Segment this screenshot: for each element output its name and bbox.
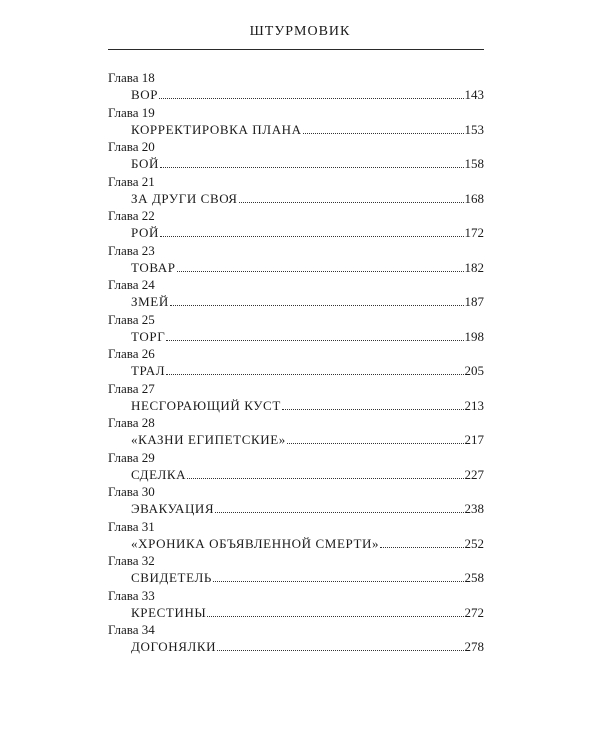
chapter-title: СВИДЕТЕЛЬ <box>131 570 212 585</box>
chapter-title: ЗА ДРУГИ СВОЯ <box>131 190 238 206</box>
page-number: 143 <box>464 87 484 102</box>
chapter-label: Глава 28 <box>108 415 155 430</box>
chapter-title-line <box>131 500 484 517</box>
chapter-label: Глава 26 <box>108 346 155 361</box>
chapter-title-line <box>131 535 484 552</box>
toc-entry <box>108 485 484 520</box>
page-number: 272 <box>464 604 484 620</box>
dot-leader <box>166 339 463 341</box>
chapter-title-line <box>131 466 484 483</box>
dot-leader <box>215 511 463 513</box>
toc-entry <box>108 140 484 175</box>
header-rule <box>108 49 484 50</box>
chapter-label: Глава 22 <box>108 208 155 223</box>
chapter-title: БОЙ <box>131 156 159 171</box>
dot-leader <box>303 132 464 134</box>
chapter-title-line <box>131 431 484 448</box>
chapter-label: Глава 19 <box>108 104 155 120</box>
dot-leader <box>160 235 464 237</box>
dot-leader <box>213 580 464 582</box>
page-number: 238 <box>464 501 484 516</box>
toc-entry <box>108 209 484 244</box>
toc-entry <box>108 554 484 589</box>
dot-leader <box>207 615 463 617</box>
page-number: 187 <box>464 294 484 309</box>
chapter-title: КРЕСТИНЫ <box>131 604 207 620</box>
dot-leader <box>239 201 464 203</box>
page-number: 217 <box>464 432 484 447</box>
chapter-label: Глава 24 <box>108 277 155 292</box>
chapter-title-line <box>131 155 484 172</box>
dot-leader <box>170 304 464 306</box>
chapter-title: ВОР <box>131 87 159 102</box>
toc-entry <box>108 244 484 279</box>
chapter-title: ДОГОНЯЛКИ <box>131 639 217 654</box>
toc-entry <box>108 278 484 313</box>
chapter-title: КОРРЕКТИРОВКА ПЛАНА <box>131 121 302 137</box>
chapter-label: Глава 31 <box>108 518 155 534</box>
chapter-title-line <box>131 224 484 241</box>
chapter-title-line <box>131 86 484 103</box>
page-number: 172 <box>464 225 484 240</box>
chapter-label: Глава 33 <box>108 587 155 603</box>
dot-leader <box>160 166 464 168</box>
toc-entry <box>108 71 484 106</box>
chapter-title: ТОРГ <box>131 328 166 344</box>
page-number: 205 <box>464 363 484 378</box>
chapter-title: «ХРОНИКА ОБЪЯВЛЕННОЙ СМЕРТИ» <box>131 535 380 551</box>
chapter-title-line <box>131 569 484 586</box>
chapter-title: ТРАЛ <box>131 363 166 378</box>
chapter-title-line <box>131 638 484 655</box>
chapter-title: НЕСГОРАЮЩИЙ КУСТ <box>131 397 281 413</box>
chapter-title: ТОВАР <box>131 259 176 275</box>
chapter-title-line <box>131 604 484 621</box>
dot-leader <box>166 373 463 375</box>
toc-entry <box>108 451 484 486</box>
toc-entry <box>108 347 484 382</box>
chapter-label: Глава 27 <box>108 380 155 396</box>
dot-leader <box>380 546 463 548</box>
page-number: 198 <box>464 328 484 344</box>
chapter-label: Глава 25 <box>108 311 155 327</box>
dot-leader <box>217 649 463 651</box>
chapter-label: Глава 21 <box>108 173 155 189</box>
page-number: 278 <box>464 639 484 654</box>
chapter-label: Глава 30 <box>108 484 155 499</box>
chapter-label: Глава 23 <box>108 242 155 258</box>
chapter-title-line <box>131 328 484 345</box>
page-number: 213 <box>464 397 484 413</box>
toc-entry <box>108 175 484 210</box>
chapter-title-line <box>131 190 484 207</box>
chapter-label: Глава 20 <box>108 139 155 154</box>
toc-entry <box>108 313 484 348</box>
chapter-title: ЗМЕЙ <box>131 294 169 309</box>
chapter-title: РОЙ <box>131 225 159 240</box>
toc-entry <box>108 416 484 451</box>
dot-leader <box>159 97 463 99</box>
table-of-contents <box>108 71 484 658</box>
page-number: 168 <box>464 190 484 206</box>
chapter-title: ЭВАКУАЦИЯ <box>131 501 215 516</box>
toc-entry <box>108 623 484 658</box>
dot-leader <box>187 477 463 479</box>
dot-leader <box>282 408 464 410</box>
chapter-label: Глава 29 <box>108 449 155 465</box>
chapter-title-line <box>131 397 484 414</box>
page-number: 252 <box>464 535 484 551</box>
dot-leader <box>177 270 464 272</box>
toc-entry <box>108 106 484 141</box>
dot-leader <box>287 442 464 444</box>
running-head: ШТУРМОВИК <box>249 24 351 39</box>
chapter-title-line <box>131 362 484 379</box>
chapter-title-line <box>131 259 484 276</box>
toc-entry <box>108 589 484 624</box>
chapter-title: СДЕЛКА <box>131 466 187 482</box>
page-number: 182 <box>464 259 484 275</box>
toc-entry <box>108 520 484 555</box>
chapter-title: «КАЗНИ ЕГИПЕТСКИЕ» <box>131 432 286 447</box>
chapter-title-line <box>131 293 484 310</box>
chapter-label: Глава 34 <box>108 622 155 637</box>
page-number: 153 <box>464 121 484 137</box>
toc-entry <box>108 382 484 417</box>
page-number: 227 <box>464 466 484 482</box>
chapter-label: Глава 32 <box>108 553 155 568</box>
page-number: 158 <box>464 156 484 171</box>
page-number: 258 <box>464 570 484 585</box>
chapter-label: Глава 18 <box>108 70 155 85</box>
chapter-title-line <box>131 121 484 138</box>
